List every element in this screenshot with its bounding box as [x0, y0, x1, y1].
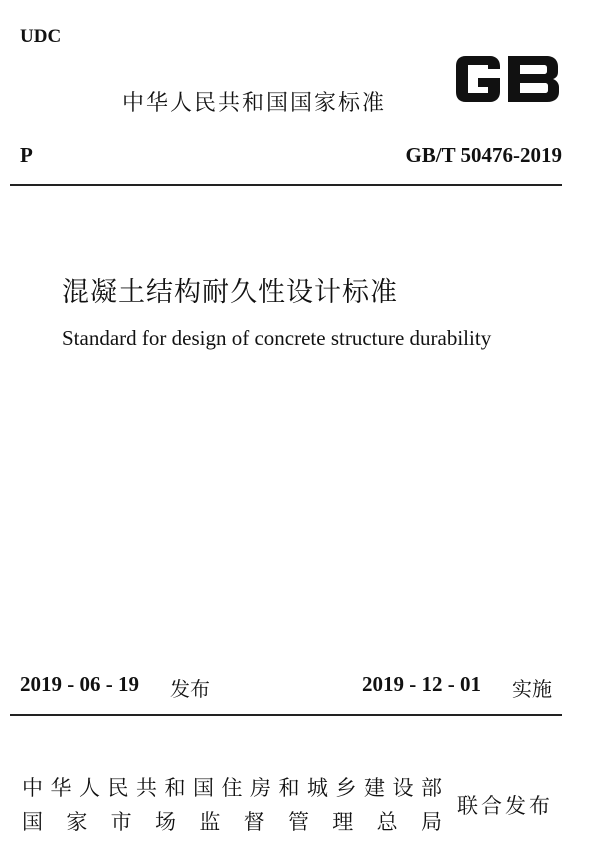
issuer-char: 民: [107, 776, 129, 800]
issuer-char: 城: [307, 776, 328, 800]
issuer-char: 监: [199, 810, 221, 834]
issuer-char: 国: [22, 810, 43, 834]
issuer-char: 建: [364, 776, 385, 800]
issuer-char: 市: [110, 810, 132, 834]
title-chinese: 混凝土结构耐久性设计标准: [62, 277, 398, 308]
issuer-line-2: [22, 806, 442, 836]
issuer-char: 部: [421, 776, 442, 800]
issuer-char: 和: [278, 776, 300, 800]
gb-logo-mark: [456, 56, 559, 102]
issuer-char: 家: [66, 810, 88, 834]
issuer-char: 华: [50, 776, 72, 800]
title-english: Standard for design of concrete structure durability: [62, 326, 492, 350]
top-divider: [10, 184, 562, 186]
issuer-char: 总: [376, 810, 398, 834]
issue-label: 发布: [170, 677, 210, 701]
issuer-char: 乡: [335, 776, 357, 800]
issuer-char: 和: [164, 776, 186, 800]
implement-label: 实施: [512, 677, 552, 701]
category-code: P: [20, 143, 33, 167]
issuer-char: 管: [287, 810, 309, 834]
issuer-char: 设: [392, 776, 414, 800]
issuer-char: 国: [193, 776, 214, 800]
issuer-char: 场: [154, 810, 176, 834]
issue-date: 2019 - 06 - 19: [20, 672, 139, 696]
issuer-char: 理: [332, 810, 354, 834]
issuer-char: 住: [221, 776, 243, 800]
implement-date: 2019 - 12 - 01: [362, 672, 481, 696]
national-standard-heading: 中华人民共和国国家标准: [122, 91, 387, 116]
bottom-divider: [10, 714, 562, 716]
issuer-char: 共: [136, 776, 157, 800]
issuer-char: 中: [22, 776, 43, 800]
issuer-char: 局: [420, 810, 442, 834]
issuer-char: 房: [250, 776, 271, 800]
udc-label: UDC: [20, 26, 62, 47]
standard-number: GB/T 50476-2019: [405, 143, 562, 167]
joint-issue-label: 联合发布: [457, 794, 553, 818]
issuer-char: 督: [243, 810, 265, 834]
gb-logo: [452, 48, 564, 110]
issuer-char: 人: [79, 776, 100, 800]
issuer-line-1: [22, 772, 442, 802]
